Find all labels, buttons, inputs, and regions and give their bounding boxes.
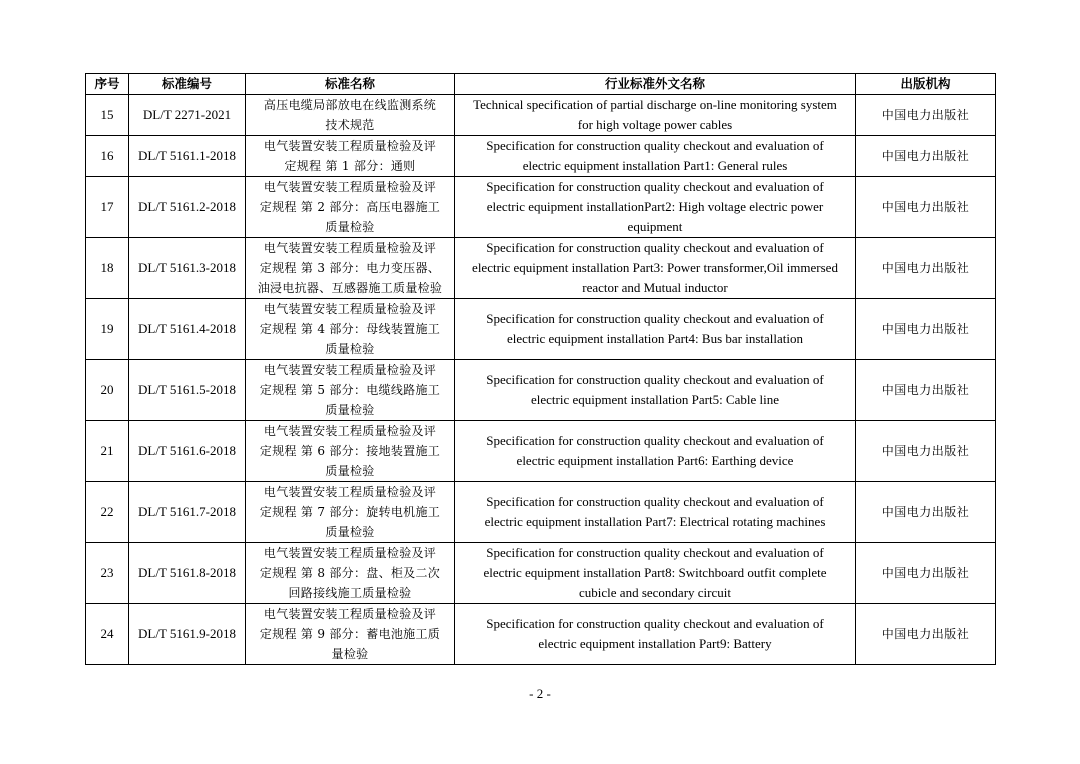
english-name-cell	[455, 421, 856, 482]
standard-code-cell: DL/T 5161.4-2018	[129, 299, 246, 360]
table-row	[86, 177, 996, 238]
standard-name-line: 质量检验	[325, 342, 375, 356]
header-standard-code: 标准编号	[129, 74, 246, 95]
standard-name-cell	[246, 421, 455, 482]
standard-name-line: 定规程 第 7 部分：旋转电机施工	[259, 505, 441, 519]
english-name-line: Specification for construction quality checkout and evaluation of	[486, 372, 824, 387]
english-name-cell	[455, 299, 856, 360]
standard-name-line: 电气装置安装工程质量检验及评	[263, 363, 437, 377]
serial-number-cell: 15	[86, 95, 129, 136]
english-name-line: Specification for construction quality checkout and evaluation of	[486, 311, 824, 326]
standard-name-line: 电气装置安装工程质量检验及评	[263, 546, 437, 560]
header-serial-number: 序号	[86, 74, 129, 95]
standards-table	[85, 73, 996, 665]
english-name-line: electric equipment installation Part1: General rules	[522, 158, 788, 173]
standard-name-line: 电气装置安装工程质量检验及评	[263, 607, 437, 621]
standard-name-cell	[246, 136, 455, 177]
header-english-name: 行业标准外文名称	[455, 74, 856, 95]
english-name-line: equipment	[627, 219, 683, 234]
table-row	[86, 421, 996, 482]
publisher-cell: 中国电力出版社	[856, 177, 996, 238]
publisher-cell: 中国电力出版社	[856, 136, 996, 177]
table-header	[86, 74, 996, 95]
serial-number-cell: 17	[86, 177, 129, 238]
standard-name-line: 定规程 第 6 部分：接地装置施工	[259, 444, 441, 458]
english-name-line: electric equipment installationPart2: High voltage electric power	[486, 199, 824, 214]
english-name-line: electric equipment installation Part9: Battery	[538, 636, 772, 651]
english-name-cell	[455, 238, 856, 299]
standard-code-cell: DL/T 5161.3-2018	[129, 238, 246, 299]
english-name-line: electric equipment installation Part5: Cable line	[530, 392, 779, 407]
standard-name-line: 回路接线施工质量检验	[288, 586, 412, 600]
english-name-line: Technical specification of partial discharge on-line monitoring system	[473, 97, 837, 112]
english-name-line: electric equipment installation Part3: Power transformer,Oil immersed	[472, 260, 838, 275]
serial-number-cell: 24	[86, 604, 129, 665]
english-name-line: Specification for construction quality checkout and evaluation of	[486, 240, 824, 255]
serial-number-cell: 21	[86, 421, 129, 482]
serial-number-cell: 16	[86, 136, 129, 177]
table-row	[86, 604, 996, 665]
english-name-line: Specification for construction quality checkout and evaluation of	[486, 179, 824, 194]
publisher-cell: 中国电力出版社	[856, 360, 996, 421]
publisher-cell: 中国电力出版社	[856, 604, 996, 665]
publisher-cell: 中国电力出版社	[856, 95, 996, 136]
english-name-line: Specification for construction quality checkout and evaluation of	[486, 616, 824, 631]
standard-name-line: 定规程 第 5 部分：电缆线路施工	[259, 383, 441, 397]
table-row	[86, 360, 996, 421]
standard-name-line: 电气装置安装工程质量检验及评	[263, 139, 437, 153]
english-name-line: Specification for construction quality checkout and evaluation of	[486, 494, 824, 509]
english-name-cell	[455, 482, 856, 543]
standard-code-cell: DL/T 5161.9-2018	[129, 604, 246, 665]
standard-name-line: 质量检验	[325, 220, 375, 234]
english-name-line: reactor and Mutual inductor	[582, 280, 728, 295]
standard-name-line: 定规程 第 3 部分：电力变压器、	[259, 261, 441, 275]
english-name-cell	[455, 360, 856, 421]
english-name-line: electric equipment installation Part6: Earthing device	[516, 453, 794, 468]
standard-name-line: 定规程 第 1 部分：通则	[284, 159, 416, 173]
serial-number-cell: 20	[86, 360, 129, 421]
serial-number-cell: 23	[86, 543, 129, 604]
english-name-cell	[455, 95, 856, 136]
serial-number-cell: 19	[86, 299, 129, 360]
table-row	[86, 136, 996, 177]
standard-name-cell	[246, 95, 455, 136]
table-row	[86, 482, 996, 543]
english-name-line: electric equipment installation Part8: Switchboard outfit complete	[483, 565, 827, 580]
standard-code-cell: DL/T 2271-2021	[129, 95, 246, 136]
standard-name-line: 定规程 第 4 部分：母线装置施工	[259, 322, 441, 336]
english-name-line: cubicle and secondary circuit	[579, 585, 731, 600]
standard-code-cell: DL/T 5161.5-2018	[129, 360, 246, 421]
standard-name-cell	[246, 604, 455, 665]
standard-name-line: 定规程 第 9 部分：蓄电池施工质	[259, 627, 441, 641]
standard-name-cell	[246, 299, 455, 360]
english-name-cell	[455, 604, 856, 665]
header-publisher: 出版机构	[856, 74, 996, 95]
standard-name-line: 电气装置安装工程质量检验及评	[263, 424, 437, 438]
english-name-line: Specification for construction quality checkout and evaluation of	[486, 138, 824, 153]
english-name-line: Specification for construction quality checkout and evaluation of	[486, 433, 824, 448]
standard-name-line: 技术规范	[325, 118, 375, 132]
standard-name-line: 电气装置安装工程质量检验及评	[263, 302, 437, 316]
publisher-cell: 中国电力出版社	[856, 238, 996, 299]
table-row	[86, 95, 996, 136]
standard-name-cell	[246, 360, 455, 421]
table-row	[86, 299, 996, 360]
standard-name-line: 质量检验	[325, 403, 375, 417]
page-number: - 2 -	[529, 686, 551, 701]
publisher-cell: 中国电力出版社	[856, 421, 996, 482]
english-name-cell	[455, 543, 856, 604]
standard-code-cell: DL/T 5161.7-2018	[129, 482, 246, 543]
standard-code-cell: DL/T 5161.1-2018	[129, 136, 246, 177]
standard-code-cell: DL/T 5161.2-2018	[129, 177, 246, 238]
table-row	[86, 238, 996, 299]
english-name-line: for high voltage power cables	[577, 117, 733, 132]
english-name-line: electric equipment installation Part7: Electrical rotating machines	[484, 514, 826, 529]
standard-name-cell	[246, 543, 455, 604]
english-name-cell	[455, 177, 856, 238]
standard-code-cell: DL/T 5161.6-2018	[129, 421, 246, 482]
publisher-cell: 中国电力出版社	[856, 543, 996, 604]
standard-name-cell	[246, 177, 455, 238]
standard-name-line: 高压电缆局部放电在线监测系统	[263, 98, 437, 112]
serial-number-cell: 18	[86, 238, 129, 299]
standard-name-line: 电气装置安装工程质量检验及评	[263, 485, 437, 499]
standard-name-cell	[246, 238, 455, 299]
english-name-cell	[455, 136, 856, 177]
standard-name-line: 定规程 第 2 部分：高压电器施工	[259, 200, 441, 214]
standard-name-cell	[246, 482, 455, 543]
serial-number-cell: 22	[86, 482, 129, 543]
header-standard-name: 标准名称	[246, 74, 455, 95]
english-name-line: electric equipment installation Part4: Bus bar installation	[506, 331, 804, 346]
header-row	[86, 74, 996, 95]
table-row	[86, 543, 996, 604]
publisher-cell: 中国电力出版社	[856, 299, 996, 360]
table-body	[86, 95, 996, 665]
standard-name-line: 油浸电抗器、互感器施工质量检验	[257, 281, 443, 295]
standard-name-line: 质量检验	[325, 464, 375, 478]
standard-name-line: 电气装置安装工程质量检验及评	[263, 180, 437, 194]
english-name-line: Specification for construction quality checkout and evaluation of	[486, 545, 824, 560]
standard-name-line: 质量检验	[325, 525, 375, 539]
standard-code-cell: DL/T 5161.8-2018	[129, 543, 246, 604]
standard-name-line: 量检验	[331, 647, 369, 661]
standard-name-line: 定规程 第 8 部分：盘、柜及二次	[259, 566, 441, 580]
standard-name-line: 电气装置安装工程质量检验及评	[263, 241, 437, 255]
publisher-cell: 中国电力出版社	[856, 482, 996, 543]
